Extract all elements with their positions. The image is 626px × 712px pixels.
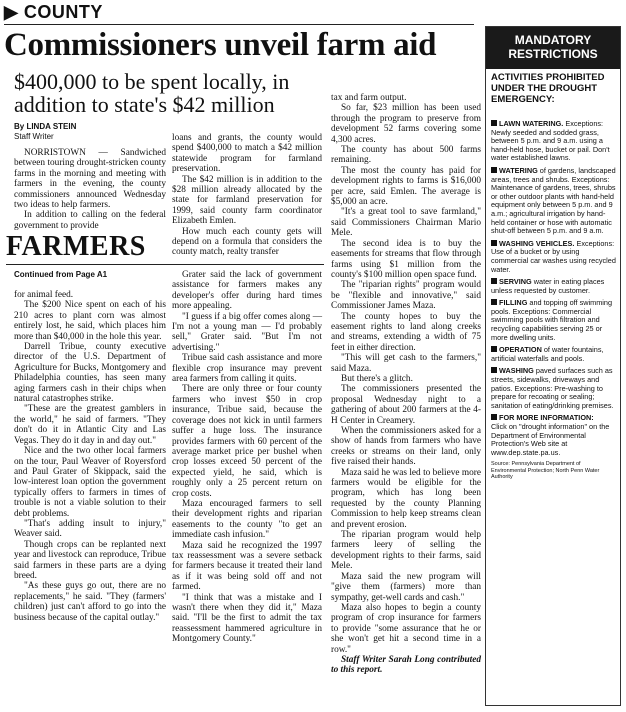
paragraph: When the commissioners asked for a show of hands from farmers who have creeks or streams on their land, only five raised their hands. [331, 426, 481, 468]
article-column-3 [331, 93, 481, 676]
restriction-head: WASHING [499, 366, 534, 376]
restriction-item [491, 367, 617, 410]
sidebar-title [486, 27, 620, 69]
bullet-square-icon [491, 167, 497, 173]
restriction-item [491, 278, 617, 295]
paragraph: The most the county has paid for development rights to farms is $16,000 per acre, said Emlen. The average is $5,000 an acre. [331, 165, 481, 208]
headline: Commissioners unveil farm aid [4, 27, 437, 63]
restriction-item [491, 299, 617, 342]
paragraph: "That's adding insult to injury," Weaver said. [14, 518, 166, 540]
restriction-body: of water fountains, artificial waterfalls and pools. [491, 345, 604, 363]
restriction-item [491, 167, 617, 236]
paragraph: "It's a great tool to save farmland," said Commissioners Chairman Mario Mele. [331, 207, 481, 239]
jump-headline: FARMERS [6, 231, 146, 262]
paragraph: Nice and the two other local farmers on the tour, Paul Weaver of Royersford and Paul Grater of Skippack, said the low-interest loan option the government typically offers to farmers in times of trouble is not a viable solution to their debt problems. [14, 446, 166, 519]
sidebar-source: Source: Pennsylvania Department of Environmental Protection; North Penn Water Authority [491, 461, 600, 481]
paragraph: "I guess if a big offer comes along — I'm not a young man — I'd probably sell," Grater said. "But I'm not advertising." [172, 311, 322, 353]
restriction-item [491, 240, 617, 274]
restriction-body: water in eating places unless requested by customer. [491, 277, 605, 295]
paragraph: loans and grants, the county would spend $400,000 to match a $42 million statewide program for farmland preservation. [172, 133, 322, 175]
paragraph: The county hopes to buy the easement rights to land along creeks and streams, extending a width of 75 feet in either direction. [331, 311, 481, 353]
byline [14, 122, 76, 142]
paragraph: The "riparian rights" program would be "flexible and innovative," said Commissioner James Maza. [331, 280, 481, 312]
paragraph: The $42 million is in addition to the $28 million already allocated by the state for farmland preservation for 1999, said county farm coordinator Elizabeth Emlen. [172, 174, 322, 227]
restriction-head: FILLING [499, 298, 528, 308]
continued-line: Continued from Page A1 [14, 270, 108, 279]
more-info-body: Click on "drought information" on the Department of Environmental Protection's Web site at www.dep.state.pa.us. [491, 422, 610, 457]
article-column-1 [14, 148, 166, 231]
restriction-body: and topping off swimming pools. Exceptions: Commercial swimming pools with filtration and recycling capabilities serving 25 or more dwelling units. [491, 298, 613, 342]
paragraph: NORRISTOWN — Sandwiched between touring drought-stricken county farms in the morning and meeting with farmers in the evening, the county commissioners announced Wednesday two ideas to help farmers. [14, 148, 166, 211]
bullet-square-icon [491, 278, 497, 284]
paragraph: The $200 Nice spent on each of his 210 acres to plant corn was almost entirely lost, he said, which places him more than $40,000 in the hole this year. [14, 300, 166, 342]
paragraph: Darrell Tribue, county executive director of the U.S. Department of Agriculture for Bucks, Montgomery and Philadelphia counties, has seen many aging farmers cash in their chips when natural catastrophes strike. [14, 342, 166, 405]
more-info-head: FOR MORE INFORMATION: [499, 413, 594, 423]
paragraph: The riparian program would help farmers leery of selling the development rights to their farms, said Mele. [331, 530, 481, 572]
bullet-square-icon [491, 346, 497, 352]
more-info [491, 414, 617, 457]
paragraph: "This will get cash to the farmers," said Maza. [331, 353, 481, 374]
byline-author: By LINDA STEIN [14, 122, 77, 131]
contributor-credit: Staff Writer Sarah Long contributed to this report. [331, 654, 481, 676]
paragraph: Though crops can be replanted next year and livestock can reproduce, Tribue said farmers in these parts are a dying breed. [14, 539, 166, 581]
bullet-square-icon [491, 414, 497, 420]
paragraph: Tribue said cash assistance and more flexible crop insurance may prevent area farmers from calling it quits. [172, 353, 322, 385]
paragraph: The commissioners presented the proposal Wednesday night to a gathering of about 200 farmers at the 4-H Center in Creamery. [331, 384, 481, 426]
restriction-body: Exceptions: Newly seeded and sodded grass, between 5 p.m. and 9 a.m. using a hand-held hose, bucket or pail. Don't water established lawns. [491, 119, 610, 163]
paragraph: "As these guys go out, there are no replacements," he said. "They (farmers' children) just can't afford to go into the business because of the capital outlay." [14, 581, 166, 623]
restriction-item [491, 346, 617, 363]
jump-rule [6, 264, 324, 265]
restriction-head: SERVING [499, 277, 532, 287]
paragraph: The second idea is to buy the easements for streams that flow through farms using $1 million from the county's $100 million open space fund. [331, 238, 481, 280]
bullet-square-icon [491, 367, 497, 373]
restriction-head: OPERATION [499, 345, 542, 355]
paragraph: Maza said he recognized the 1997 tax reassessment was a severe setback for farmers because it treated their land as if it was being sold off and not farmed. [172, 540, 322, 593]
paragraph: Maza also hopes to begin a county program of crop insurance for farmers to provide "some assurance that he or she won't get hit a second time in a row." [331, 602, 481, 655]
paragraph: Maza encouraged farmers to sell their development rights and riparian easements to the county "to get an immediate cash infusion." [172, 498, 322, 541]
restriction-head: LAWN WATERING. [499, 119, 564, 128]
kicker-rule [4, 24, 474, 25]
paragraph: "I think that was a mistake and I wasn't there when they did it," Maza said. "I'll be the first to admit the tax reassessment hammered agriculture in Montgomery County." [172, 592, 322, 645]
bullet-square-icon [491, 120, 497, 126]
jump-column-2 [172, 270, 322, 645]
restriction-item [491, 120, 617, 163]
deck: $400,000 to be spent locally, in addition to state's $42 million [14, 69, 290, 117]
restriction-body: of gardens, landscaped areas, trees and shrubs. Exceptions: Maintenance of gardens, trees, shrubs or other outdoor plants with hand-held equipment only between 5 p.m. and 9 a.m.; agricultural irrigation by hand-held container or hose with automatic shut-off between 5 p.m. and 9 a.m. [491, 165, 616, 236]
sidebar-subhead: ACTIVITIES PROHIBITED UNDER THE DROUGHT EMERGENCY: [491, 72, 605, 105]
bullet-square-icon [491, 240, 497, 246]
paragraph: How much each county gets will depend on a formula that considers the county match, realty transfer [172, 226, 322, 258]
byline-role: Staff Writer [14, 132, 54, 141]
paragraph: Maza said he was led to believe more farmers would be eligible for the program, which has long been requested by the county Planning Commission to help keep streams clean and prevent erosion. [331, 467, 481, 530]
paragraph: There are only three or four county farmers who invest $50 in crop insurance, Tribue said, because the coverage does not kick in until farmers suffer a huge loss. The insurance provides farmers with 60 percent of the average market price per bushel when crop losses exceed 50 percent of the expected yield, he said, which is roughly only a 25 percent return on crop costs. [172, 384, 322, 499]
paragraph: Grater said the lack of government assistance for farmers makes any developer's offer during hard times more appealing. [172, 270, 322, 312]
paragraph: Maza said the new program will "give them (farmers) more than sympathy, get-well cards and cash." [331, 571, 481, 603]
bullet-square-icon [491, 299, 497, 305]
restriction-body: paved surfaces such as streets, sidewalks, driveways and patios. Exceptions: Pre-washing to prepare for recoating or sealing; sanitation of eating/drinking premises. [491, 366, 614, 410]
paragraph: "These are the greatest gamblers in the world," he said of farmers. "They don't do it in Atlantic City and Las Vegas. They do it day in and day out." [14, 404, 166, 446]
sidebar-title-line1: MANDATORY [514, 33, 592, 47]
restriction-head: WATERING [499, 165, 538, 175]
paragraph: tax and farm output. [331, 93, 407, 103]
paragraph: for animal feed. [14, 290, 74, 300]
article-column-2 [172, 133, 322, 258]
sidebar-body [491, 120, 617, 485]
paragraph: So far, $23 million has been used through the program to preserve from development 52 farms covering some 4,300 acres. [331, 103, 481, 145]
paragraph: In addition to calling on the federal government to provide [14, 210, 166, 231]
paragraph: The county has about 500 farms remaining. [331, 145, 481, 166]
sidebar-title-line2: RESTRICTIONS [508, 47, 598, 61]
section-kicker: ▶ COUNTY [4, 2, 103, 22]
restriction-body: Exceptions: Use of a bucket or by using commercial car washes using recycled water. [491, 238, 616, 274]
restriction-head: WASHING VEHICLES. [499, 238, 575, 248]
jump-column-1 [14, 290, 166, 623]
paragraph: But there's a glitch. [341, 373, 413, 384]
